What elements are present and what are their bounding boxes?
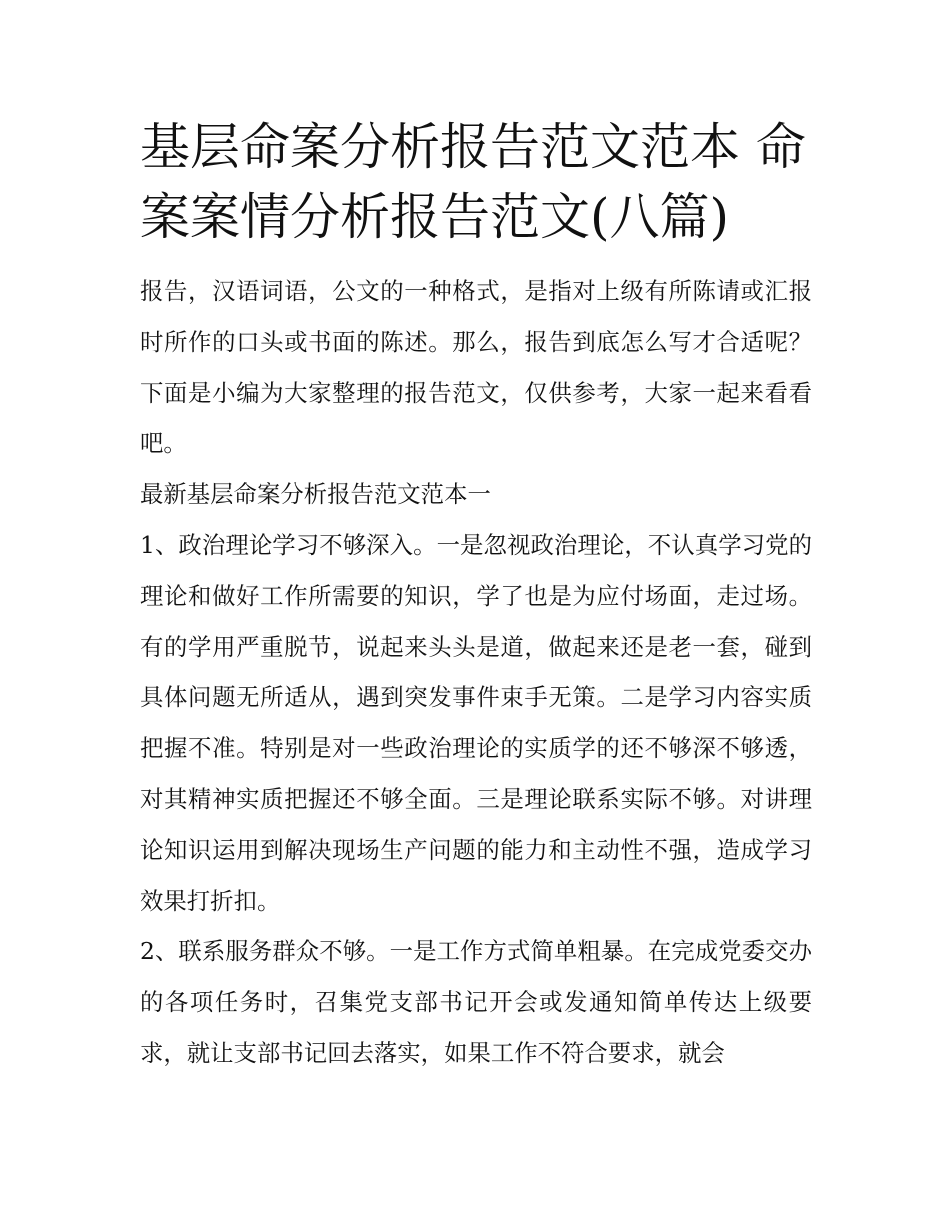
section-heading: 最新基层命案分析报告范文范本一 (140, 480, 491, 509)
document-title: 基层命案分析报告范文范本 命案案情分析报告范文(八篇) (140, 118, 806, 246)
body-paragraph-2: 2、联系服务群众不够。一是工作方式简单粗暴。在完成党委交办的各项任务时，召集党支部书记开会或发通知简单传达上级要求，就让支部书记回去落实，如果工作不符合要求，就会 (140, 937, 812, 1067)
body-paragraph-1: 1、政治理论学习不够深入。一是忽视政治理论，不认真学习党的理论和做好工作所需要的知识，学了也是为应付场面，走过场。有的学用严重脱节，说起来头头是道，做起来还是老一套，碰到具体问题无所适从，遇到突发事件束手无策。二是学习内容实质把握不准。特别是对一些政治理论的实质学的还不够深不够透，对其精神实质把握还不够全面。三是理论联系实际不够。对讲理论知识运用到解决现场生产问题的能力和主动性不强，造成学习效果打折扣。 (140, 530, 812, 915)
document-page (140, 112, 812, 1079)
intro-paragraph: 报告，汉语词语，公文的一种格式，是指对上级有所陈请或汇报时所作的口头或书面的陈述。那么，报告到底怎么写才合适呢？下面是小编为大家整理的报告范文，仅供参考，大家一起来看看吧。 (140, 277, 812, 458)
